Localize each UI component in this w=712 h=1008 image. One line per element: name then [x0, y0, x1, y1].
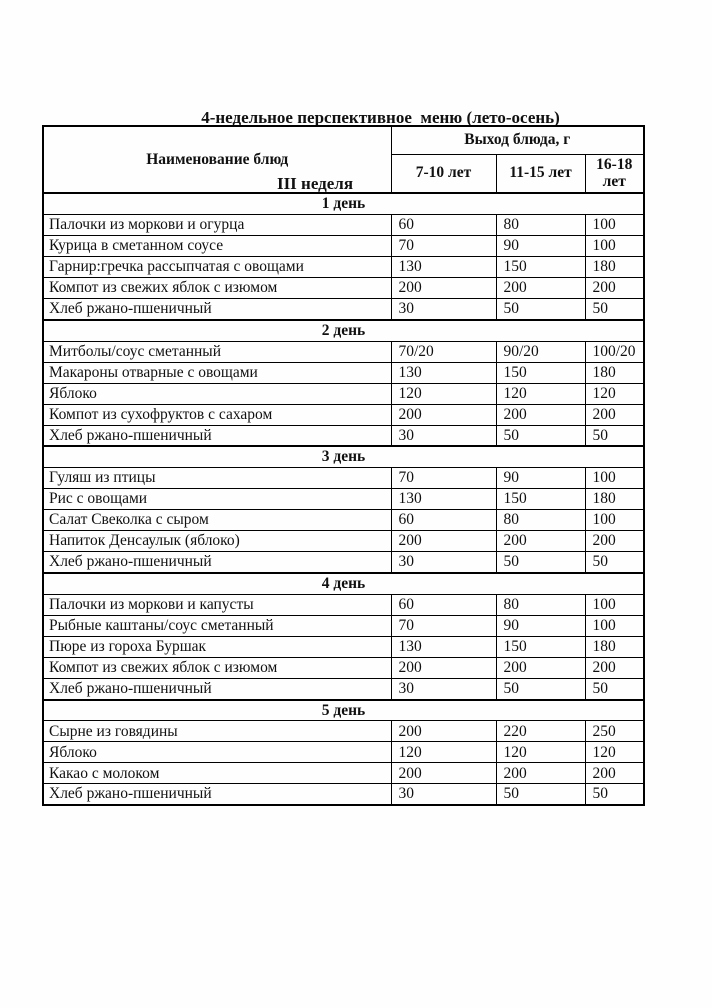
dish-name-cell: Хлеб ржано-пшеничный	[43, 298, 391, 319]
dish-name-cell: Макароны отварные с овощами	[43, 362, 391, 383]
portion-value-cell: 50	[496, 552, 585, 573]
portion-value-cell: 200	[496, 531, 585, 552]
dish-name-cell: Компот из сухофруктов с сахаром	[43, 404, 391, 425]
portion-value-cell: 120	[496, 742, 585, 763]
dish-name-cell: Гарнир:гречка рассыпчатая с овощами	[43, 256, 391, 277]
dish-name-cell: Салат Свеколка с сыром	[43, 510, 391, 531]
portion-value-cell: 50	[585, 552, 644, 573]
portion-value-cell: 200	[391, 404, 496, 425]
day-section-row-1	[43, 193, 644, 214]
table-row	[43, 383, 644, 404]
portion-value-cell: 100	[585, 594, 644, 615]
table-row	[43, 404, 644, 425]
portion-value-cell: 120	[391, 742, 496, 763]
table-row	[43, 657, 644, 678]
portion-value-cell: 50	[496, 678, 585, 699]
portion-value-cell: 100	[585, 214, 644, 235]
portion-value-cell: 50	[585, 784, 644, 805]
portion-value-cell: 80	[496, 510, 585, 531]
header-dish-name: Наименование блюд	[43, 126, 391, 193]
portion-value-cell: 200	[585, 404, 644, 425]
portion-value-cell: 90	[496, 468, 585, 489]
portion-value-cell: 30	[391, 784, 496, 805]
day-section-row-5	[43, 700, 644, 721]
portion-value-cell: 200	[496, 277, 585, 298]
portion-value-cell: 180	[585, 362, 644, 383]
dish-name-cell: Сырне из говядины	[43, 721, 391, 742]
portion-value-cell: 200	[496, 404, 585, 425]
portion-value-cell: 60	[391, 594, 496, 615]
table-row	[43, 784, 644, 805]
table-row	[43, 468, 644, 489]
dish-name-cell: Яблоко	[43, 742, 391, 763]
portion-value-cell: 90	[496, 235, 585, 256]
portion-value-cell: 150	[496, 256, 585, 277]
day-section-label: 5 день	[43, 700, 644, 721]
portion-value-cell: 100/20	[585, 341, 644, 362]
portion-value-cell: 50	[496, 784, 585, 805]
dish-name-cell: Гуляш из птицы	[43, 468, 391, 489]
portion-value-cell: 200	[391, 721, 496, 742]
portion-value-cell: 200	[496, 763, 585, 784]
portion-value-cell: 50	[585, 298, 644, 319]
portion-value-cell: 70	[391, 468, 496, 489]
day-section-row-2	[43, 320, 644, 341]
portion-value-cell: 90/20	[496, 341, 585, 362]
table-row	[43, 235, 644, 256]
table-row	[43, 277, 644, 298]
portion-value-cell: 120	[391, 383, 496, 404]
portion-value-cell: 200	[585, 657, 644, 678]
table-row	[43, 594, 644, 615]
portion-value-cell: 200	[585, 763, 644, 784]
dish-name-cell: Палочки из моркови и капусты	[43, 594, 391, 615]
day-section-label: 3 день	[43, 446, 644, 467]
table-row	[43, 214, 644, 235]
menu-table-head	[43, 126, 644, 193]
portion-value-cell: 30	[391, 425, 496, 446]
day-section-row-4	[43, 573, 644, 594]
portion-value-cell: 220	[496, 721, 585, 742]
portion-value-cell: 130	[391, 256, 496, 277]
portion-value-cell: 130	[391, 636, 496, 657]
portion-value-cell: 150	[496, 362, 585, 383]
portion-value-cell: 50	[496, 298, 585, 319]
dish-name-cell: Напиток Денсаулык (яблоко)	[43, 531, 391, 552]
portion-value-cell: 100	[585, 510, 644, 531]
dish-name-cell: Палочки из моркови и огурца	[43, 214, 391, 235]
dish-name-cell: Рис с овощами	[43, 489, 391, 510]
portion-value-cell: 200	[585, 277, 644, 298]
header-age-7-10: 7-10 лет	[391, 154, 496, 193]
dish-name-cell: Хлеб ржано-пшеничный	[43, 678, 391, 699]
portion-value-cell: 130	[391, 489, 496, 510]
header-age-11-15: 11-15 лет	[496, 154, 585, 193]
portion-value-cell: 130	[391, 362, 496, 383]
portion-value-cell: 30	[391, 678, 496, 699]
document-subtitle: III неделя	[276, 174, 354, 193]
day-section-label: 1 день	[43, 193, 644, 214]
portion-value-cell: 180	[585, 489, 644, 510]
portion-value-cell: 100	[585, 615, 644, 636]
portion-value-cell: 50	[585, 425, 644, 446]
header-row-group	[43, 126, 644, 154]
table-row	[43, 615, 644, 636]
table-row	[43, 298, 644, 319]
document-title: 4-недельное перспективное меню (лето-осень)	[201, 108, 560, 127]
dish-name-cell: Хлеб ржано-пшеничный	[43, 425, 391, 446]
dish-name-cell: Митболы/соус сметанный	[43, 341, 391, 362]
table-row	[43, 763, 644, 784]
dish-name-cell: Яблоко	[43, 383, 391, 404]
menu-table	[42, 125, 645, 806]
portion-value-cell: 60	[391, 510, 496, 531]
portion-value-cell: 80	[496, 214, 585, 235]
portion-value-cell: 200	[391, 657, 496, 678]
portion-value-cell: 150	[496, 636, 585, 657]
portion-value-cell: 200	[391, 763, 496, 784]
portion-value-cell: 120	[496, 383, 585, 404]
dish-name-cell: Компот из свежих яблок с изюмом	[43, 277, 391, 298]
portion-value-cell: 200	[585, 531, 644, 552]
portion-value-cell: 180	[585, 256, 644, 277]
portion-value-cell: 100	[585, 468, 644, 489]
portion-value-cell: 50	[496, 425, 585, 446]
portion-value-cell: 50	[585, 678, 644, 699]
table-row	[43, 636, 644, 657]
portion-value-cell: 180	[585, 636, 644, 657]
table-row	[43, 341, 644, 362]
menu-table-body	[43, 193, 644, 805]
portion-value-cell: 250	[585, 721, 644, 742]
portion-value-cell: 30	[391, 298, 496, 319]
table-row	[43, 425, 644, 446]
portion-value-cell: 70	[391, 235, 496, 256]
dish-name-cell: Курица в сметанном соусе	[43, 235, 391, 256]
table-row	[43, 510, 644, 531]
portion-value-cell: 80	[496, 594, 585, 615]
portion-value-cell: 200	[496, 657, 585, 678]
dish-name-cell: Какао с молоком	[43, 763, 391, 784]
portion-value-cell: 100	[585, 235, 644, 256]
dish-name-cell: Рыбные каштаны/соус сметанный	[43, 615, 391, 636]
dish-name-cell: Хлеб ржано-пшеничный	[43, 784, 391, 805]
portion-value-cell: 70/20	[391, 341, 496, 362]
table-row	[43, 531, 644, 552]
table-row	[43, 489, 644, 510]
portion-value-cell: 200	[391, 531, 496, 552]
portion-value-cell: 150	[496, 489, 585, 510]
header-output-group: Выход блюда, г	[391, 126, 644, 154]
header-age-16-18: 16-18 лет	[585, 154, 644, 193]
table-row	[43, 362, 644, 383]
portion-value-cell: 60	[391, 214, 496, 235]
portion-value-cell: 90	[496, 615, 585, 636]
table-row	[43, 742, 644, 763]
dish-name-cell: Компот из свежих яблок с изюмом	[43, 657, 391, 678]
table-row	[43, 721, 644, 742]
dish-name-cell: Хлеб ржано-пшеничный	[43, 552, 391, 573]
portion-value-cell: 70	[391, 615, 496, 636]
day-section-row-3	[43, 446, 644, 467]
portion-value-cell: 120	[585, 383, 644, 404]
dish-name-cell: Пюре из гороха Буршак	[43, 636, 391, 657]
table-row	[43, 678, 644, 699]
table-row	[43, 552, 644, 573]
table-row	[43, 256, 644, 277]
portion-value-cell: 120	[585, 742, 644, 763]
day-section-label: 2 день	[43, 320, 644, 341]
portion-value-cell: 200	[391, 277, 496, 298]
portion-value-cell: 30	[391, 552, 496, 573]
day-section-label: 4 день	[43, 573, 644, 594]
